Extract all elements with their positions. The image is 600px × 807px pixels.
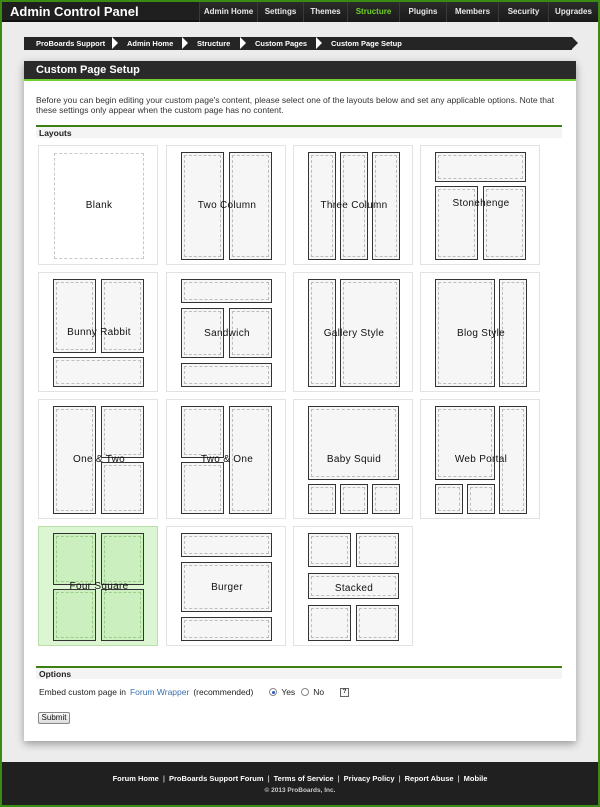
breadcrumb-separator	[316, 37, 322, 49]
layout-label: Web Portal	[454, 454, 508, 465]
breadcrumb-custom-pages[interactable]: Custom Pages	[255, 39, 308, 48]
layout-web-portal[interactable]	[420, 399, 540, 519]
layout-region	[53, 589, 96, 641]
custom-page-setup-panel	[24, 61, 576, 741]
layout-region	[435, 406, 495, 480]
layout-label: Two & One	[200, 454, 254, 465]
layout-label: Stonehenge	[452, 198, 510, 209]
layout-three-column[interactable]	[293, 145, 413, 265]
embed-no-label: No	[313, 687, 325, 697]
layout-region	[356, 605, 399, 641]
top-bar	[2, 2, 598, 22]
layout-label: Baby Squid	[326, 454, 382, 465]
layout-region	[53, 279, 96, 353]
breadcrumb-separator	[112, 37, 118, 49]
layout-region	[101, 533, 144, 585]
nav-admin-home[interactable]: Admin Home	[199, 2, 257, 22]
submit-button[interactable]: Submit	[38, 712, 70, 724]
layout-label: Four Square	[69, 581, 129, 592]
copyright: © 2013 ProBoards, Inc.	[264, 787, 336, 794]
footer-separator: |	[457, 774, 460, 783]
nav-plugins[interactable]: Plugins	[399, 2, 446, 22]
footer-separator: |	[337, 774, 340, 783]
layout-region	[53, 533, 96, 585]
footer-separator: |	[267, 774, 270, 783]
layout-region	[101, 406, 144, 458]
layout-region	[340, 484, 368, 514]
embed-label: Embed custom page in	[39, 687, 126, 697]
embed-yes-radio[interactable]	[269, 688, 277, 696]
app-title: Admin Control Panel	[10, 4, 139, 19]
layout-label: Blank	[85, 200, 113, 211]
layout-region	[467, 484, 495, 514]
footer-separator: |	[398, 774, 401, 783]
layout-region	[435, 152, 526, 182]
layout-region	[435, 484, 463, 514]
footer-link-support-forum[interactable]: ProBoards Support Forum	[168, 774, 264, 783]
embed-yes-label: Yes	[281, 687, 296, 697]
layout-region	[181, 279, 272, 303]
footer-link-report-abuse[interactable]: Report Abuse	[404, 774, 454, 783]
layout-region	[181, 406, 224, 458]
layout-region	[181, 363, 272, 387]
layout-label: Stacked	[334, 583, 374, 594]
layout-region	[101, 589, 144, 641]
layout-baby-squid[interactable]	[293, 399, 413, 519]
layout-region	[356, 533, 399, 567]
layout-stonehenge[interactable]	[420, 145, 540, 265]
layout-region	[372, 484, 400, 514]
nav-members[interactable]: Members	[446, 2, 498, 22]
layout-blank[interactable]	[38, 145, 158, 265]
footer-link-privacy[interactable]: Privacy Policy	[343, 774, 395, 783]
intro-text: Before you can begin editing your custom page's content, please select one of the layouts below and set any applicable options. Note that these settings only appear when the custom page has no content.	[36, 95, 555, 115]
footer-link-mobile[interactable]: Mobile	[463, 774, 488, 783]
options-heading: Options	[36, 666, 562, 679]
layout-label: Sandwich	[204, 328, 250, 339]
layout-gallery-style[interactable]	[293, 272, 413, 392]
layout-sandwich[interactable]	[166, 272, 286, 392]
layout-region	[308, 605, 351, 641]
help-icon[interactable]: ?	[340, 688, 349, 697]
nav-settings[interactable]: Settings	[257, 2, 303, 22]
breadcrumb-structure[interactable]: Structure	[197, 39, 231, 48]
layouts-heading: Layouts	[36, 125, 562, 138]
embed-recommended: (recommended)	[193, 687, 254, 697]
breadcrumb	[24, 37, 572, 50]
layout-one-and-two[interactable]	[38, 399, 158, 519]
footer-separator: |	[162, 774, 165, 783]
embed-no-radio[interactable]	[301, 688, 309, 696]
nav-structure[interactable]: Structure	[347, 2, 399, 22]
embed-option-row	[39, 687, 349, 697]
panel-title: Custom Page Setup	[24, 61, 576, 81]
layout-region	[101, 279, 144, 353]
layout-region	[181, 617, 272, 641]
layout-region	[53, 357, 144, 387]
layout-region	[308, 484, 336, 514]
layout-label: One & Two	[73, 454, 125, 465]
footer	[2, 762, 598, 805]
layout-region	[181, 462, 224, 514]
layout-region	[101, 462, 144, 514]
footer-link-terms[interactable]: Terms of Service	[273, 774, 334, 783]
layout-label: Blog Style	[456, 328, 506, 339]
breadcrumb-end-arrow	[572, 37, 578, 49]
breadcrumb-admin-home[interactable]: Admin Home	[127, 39, 174, 48]
nav-themes[interactable]: Themes	[303, 2, 347, 22]
breadcrumb-separator	[240, 37, 246, 49]
layout-label: Bunny Rabbit	[67, 327, 131, 338]
nav-upgrades[interactable]: Upgrades	[548, 2, 598, 22]
layout-two-and-one[interactable]	[166, 399, 286, 519]
main-nav	[199, 2, 598, 22]
layout-label: Burger	[211, 582, 243, 593]
layout-label: Gallery Style	[323, 328, 385, 339]
nav-security[interactable]: Security	[498, 2, 548, 22]
breadcrumb-custom-page-setup: Custom Page Setup	[331, 39, 402, 48]
layout-four-square[interactable]	[38, 526, 158, 646]
layout-region	[308, 533, 351, 567]
layout-label: Three Column	[320, 200, 388, 211]
breadcrumb-proboards-support[interactable]: ProBoards Support	[36, 39, 106, 48]
layout-bunny-rabbit[interactable]	[38, 272, 158, 392]
layout-label: Two Column	[197, 200, 257, 211]
footer-link-forum-home[interactable]: Forum Home	[112, 774, 159, 783]
footer-links	[2, 774, 598, 783]
layout-region	[181, 533, 272, 557]
layout-blog-style[interactable]	[420, 272, 540, 392]
layout-region	[308, 406, 399, 480]
forum-wrapper-link[interactable]: Forum Wrapper	[129, 687, 190, 697]
layout-burger[interactable]	[166, 526, 286, 646]
layout-stacked[interactable]	[293, 526, 413, 646]
layout-two-column[interactable]	[166, 145, 286, 265]
breadcrumb-separator	[182, 37, 188, 49]
